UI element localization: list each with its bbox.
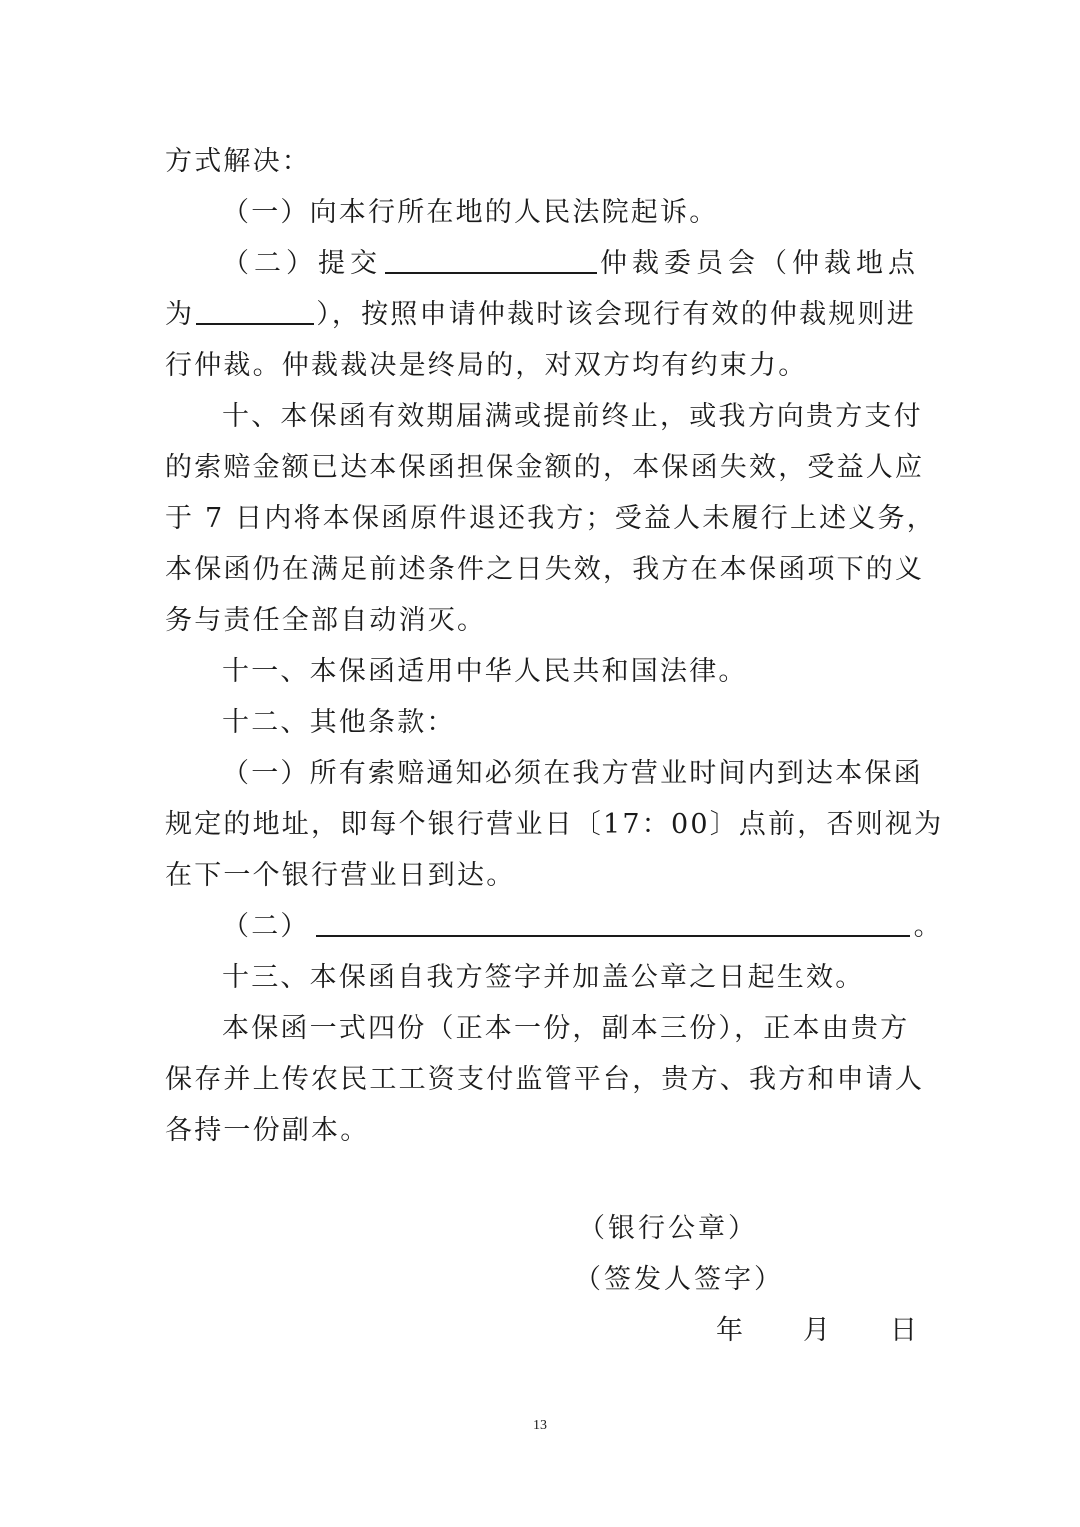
text-segment: 为 — [165, 299, 195, 330]
text-line — [222, 244, 920, 284]
text-segment: ），按照申请仲裁时该会现行有效的仲裁规则进 — [316, 299, 916, 330]
text-line: （一）所有索赔通知必须在我方营业时间内到达本保函 — [222, 758, 923, 789]
date-year: 年 — [716, 1315, 746, 1346]
text-segment: 仲裁委员会（仲裁地点 — [600, 248, 920, 279]
text-segment: （二） — [222, 911, 310, 942]
text-line: 行仲裁。仲裁裁决是终局的，对双方均有约束力。 — [165, 350, 808, 381]
text-line: 在下一个银行营业日到达。 — [165, 860, 516, 891]
text-line: 务与责任全部自动消灭。 — [165, 605, 487, 636]
date-line — [0, 1311, 1080, 1351]
text-line: 方式解决： — [165, 146, 311, 177]
text-line — [222, 907, 943, 947]
blank-field-arbitration-committee — [385, 244, 597, 274]
blank-field-other-terms — [316, 907, 910, 937]
bank-seal-label: （银行公章） — [578, 1213, 758, 1244]
text-line: 各持一份副本。 — [165, 1115, 370, 1146]
date-month: 月 — [803, 1315, 833, 1346]
text-line: 十三、本保函自我方签字并加盖公章之日起生效。 — [222, 962, 865, 993]
blank-field-arbitration-place — [196, 295, 314, 325]
text-line: 十一、本保函适用中华人民共和国法律。 — [222, 656, 748, 687]
text-line: 十二、其他条款： — [222, 707, 456, 738]
text-line: 十、本保函有效期届满或提前终止，或我方向贵方支付 — [222, 401, 923, 432]
text-line: （一）向本行所在地的人民法院起诉。 — [222, 197, 719, 228]
text-segment: 。 — [913, 911, 943, 942]
text-line: 于 7 日内将本保函原件退还我方；受益人未履行上述义务， — [165, 503, 936, 534]
text-line: 本保函一式四份（正本一份，副本三份），正本由贵方 — [222, 1013, 910, 1044]
text-segment: （二）提交 — [222, 248, 382, 279]
text-line: 规定的地址，即每个银行营业日〔17：00〕点前，否则视为 — [165, 809, 944, 840]
text-line: 保存并上传农民工工资支付监管平台，贵方、我方和申请人 — [165, 1064, 925, 1095]
text-line: 的索赔金额已达本保函担保金额的，本保函失效，受益人应 — [165, 452, 925, 483]
issuer-signature-label: （签发人签字） — [574, 1264, 784, 1295]
text-line — [165, 295, 917, 335]
page-number: 13 — [533, 1418, 547, 1433]
text-line: 本保函仍在满足前述条件之日失效，我方在本保函项下的义 — [165, 554, 925, 585]
date-day: 日 — [890, 1315, 920, 1346]
